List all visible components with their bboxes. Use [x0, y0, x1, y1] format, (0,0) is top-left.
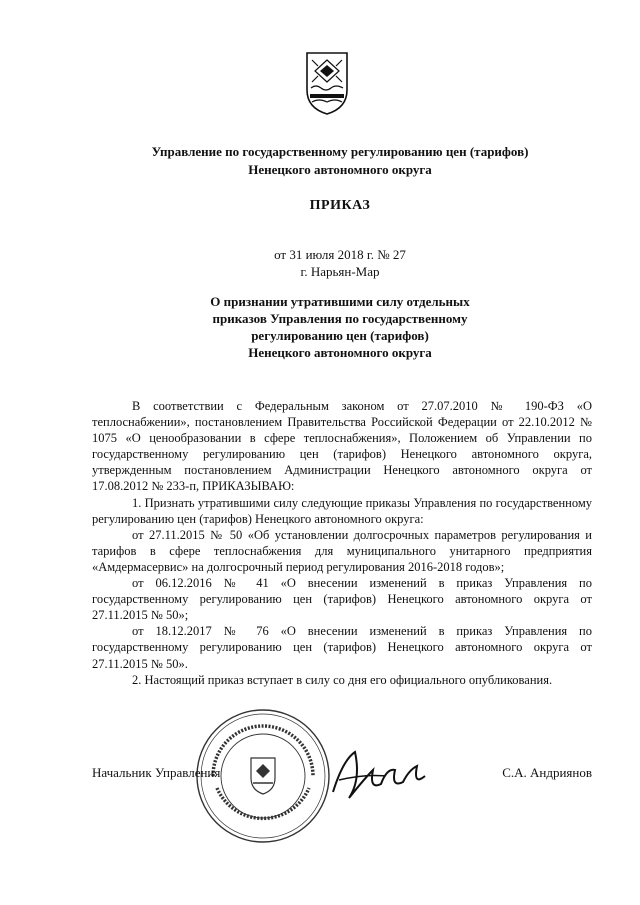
issuing-authority: [40, 143, 640, 179]
org-line-1: Управление по государственному регулированию цен (тарифов): [151, 144, 529, 159]
signatory-name: С.А. Андриянов: [502, 765, 592, 780]
place: г. Нарьян-Мар: [300, 264, 380, 279]
subject-line-4: Ненецкого автономного округа: [248, 345, 432, 360]
org-line-2: Ненецкого автономного округа: [248, 162, 432, 177]
preamble-paragraph: В соответствии с Федеральным законом от 27.07.2010 № 190-ФЗ «О теплоснабжении», постановлением Правительства Российской Федерации от 22.10.2012 № 1075 «О ценообразовании в сфере теплоснабжения», Положением об Управлении по государственному регулированию цен (тарифов) Ненецкого автономного округа, утвержденным постановлением Администрации Ненецкого автономного округа от 17.08.2012 № 233-п, ПРИКАЗЫВАЮ:: [92, 399, 592, 494]
date-number: от 31 июля 2018 г. № 27: [274, 247, 406, 262]
document-subject: [40, 293, 640, 361]
sub-item-2-paragraph: от 06.12.2016 № 41 «О внесении изменений в приказ Управления по государственному регулированию цен (тарифов) Ненецкого автономного округа от 27.11.2015 № 50»;: [92, 576, 592, 623]
coat-of-arms-icon: [304, 50, 350, 116]
handwritten-signature: [325, 740, 435, 810]
document-body: [92, 398, 592, 688]
signatory-position: Начальник Управления: [92, 765, 221, 780]
sub-item-1-paragraph: от 27.11.2015 № 50 «Об установлении долгосрочных параметров регулирования и тарифов в сфере теплоснабжения для муниципального унитарного предприятия «Амдермасервис» на долгосрочный период регулирования 2016-2018 годов»;: [92, 527, 592, 574]
date-and-number: [40, 246, 640, 280]
subject-line-3: регулированию цен (тарифов): [251, 328, 429, 343]
document-type: ПРИКАЗ: [309, 198, 371, 213]
subject-line-2: приказов Управления по государственному: [212, 311, 468, 326]
item-2-paragraph: 2. Настоящий приказ вступает в силу со дня его официального опубликования.: [132, 672, 553, 687]
subject-line-1: О признании утратившими силу отдельных: [210, 294, 470, 309]
item-1-paragraph: 1. Признать утратившими силу следующие приказы Управления по государственному регулированию цен (тарифов) Ненецкого автономного округа:: [92, 495, 592, 526]
sub-item-3-paragraph: от 18.12.2017 № 76 «О внесении изменений в приказ Управления по государственному регулированию цен (тарифов) Ненецкого автономного округа от 27.11.2015 № 50».: [92, 624, 592, 671]
